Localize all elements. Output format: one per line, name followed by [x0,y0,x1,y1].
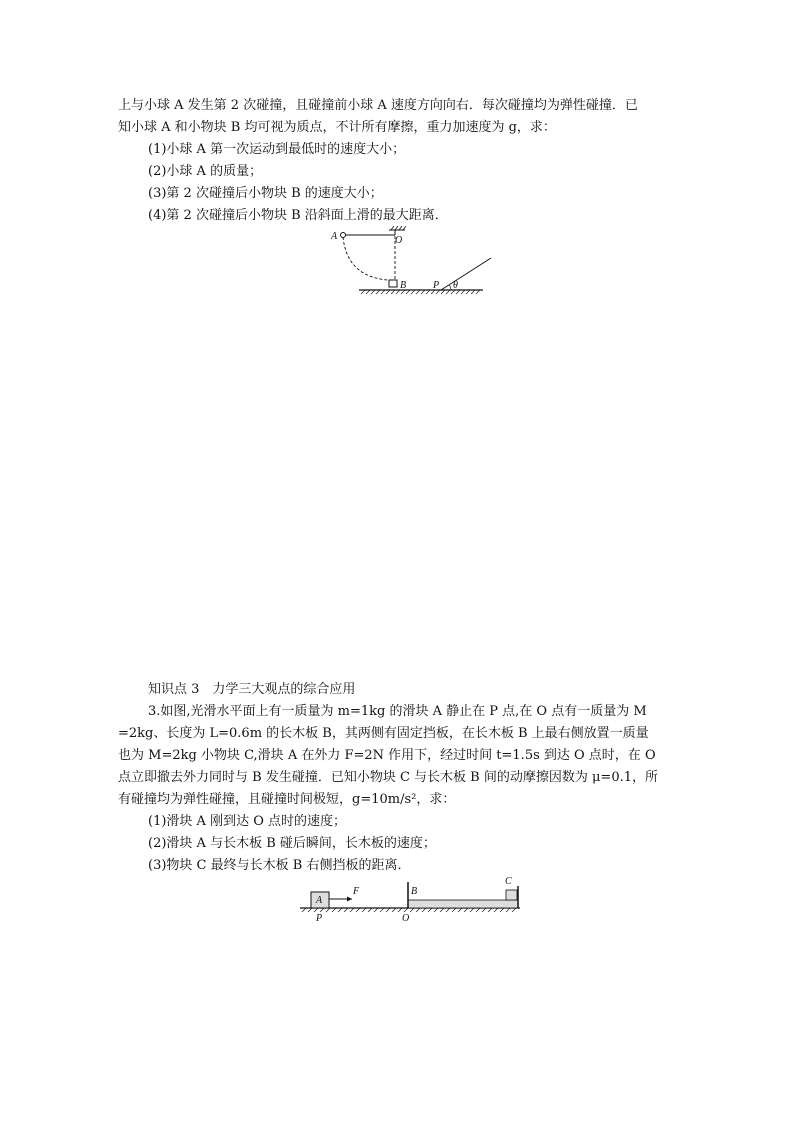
label-A: A [316,895,323,906]
label-theta: θ [453,280,458,291]
label-F: F [353,886,360,897]
label-O: O [402,913,410,924]
question-2: (2)滑块 A 与长木板 B 碰后瞬间，长木板的速度； [148,836,436,851]
problem-text-line: 有碰撞均为弹性碰撞，且碰撞时间极短，g=10m/s²，求： [118,792,456,807]
label-O: O [395,235,403,246]
question-3: (3)物块 C 最终与长木板 B 右侧挡板的距离． [148,858,411,873]
problem-text-line: 也为 M=2kg 小物块 C,滑块 A 在外力 F=2N 作用下，经过时间 t=1.5s 到达 O 点时，在 O [118,748,656,763]
question-2: (2)小球 A 的质量； [148,164,263,179]
problem-text-line: 上与小球 A 发生第 2 次碰撞，且碰撞前小球 A 速度方向向右．每次碰撞均为弹性碰撞．已 [118,98,638,113]
label-A: A [331,231,338,242]
block-board-figure [298,874,524,924]
problem-text-line: 知小球 A 和小物块 B 均可视为质点，不计所有摩擦，重力加速度为 g，求： [118,120,556,135]
pendulum-incline-figure [325,226,500,302]
label-C: C [505,876,512,887]
problem-text-line: 点立即撤去外力同时与 B 发生碰撞．已知小物块 C 与长木板 B 间的动摩擦因数为 μ=0.1，所 [118,770,658,785]
question-1: (1)小球 A 第一次运动到最低时的速度大小； [148,142,406,157]
label-B: B [411,886,418,897]
label-P: P [316,913,323,924]
problem-text-line: 3.如图,光滑水平面上有一质量为 m=1kg 的滑块 A 静止在 P 点,在 O 点有一质量为 M [148,704,647,719]
question-1: (1)滑块 A 刚到达 O 点时的速度； [148,814,346,829]
question-4: (4)第 2 次碰撞后小物块 B 沿斜面上滑的最大距离． [148,208,448,223]
label-B: B [400,280,407,291]
problem-text-line: =2kg、长度为 L=0.6m 的长木板 B，其两侧有固定挡板，在长木板 B 上最右侧放置一质量 [118,726,649,741]
section-heading: 知识点 3 力学三大观点的综合应用 [148,682,356,697]
label-P: P [433,280,440,291]
question-3: (3)第 2 次碰撞后小物块 B 的速度大小； [148,186,383,201]
